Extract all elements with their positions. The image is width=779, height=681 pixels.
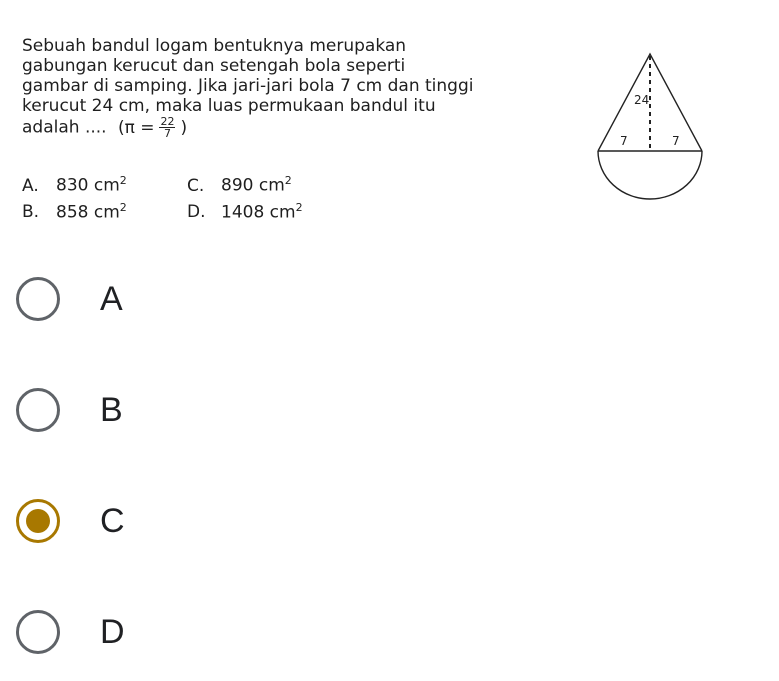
radius-label-left: 7 [620, 134, 628, 148]
question-line: gambar di samping. Jika jari-jari bola 7 cm dan tinggi [22, 76, 474, 96]
option-text-a: A. 830 $cm^2$ [22, 174, 127, 196]
question-text [22, 36, 582, 139]
question-line: Sebuah bandul logam bentuknya merupakan [22, 36, 407, 56]
question-line: gabungan kerucut dan setengah bola seperti [22, 56, 406, 76]
option-text-b: B. 858 $cm^2$ [22, 200, 127, 223]
radio-d[interactable] [16, 610, 60, 654]
choice-a[interactable] [12, 264, 312, 334]
question-line: kerucut 24 cm, maka luas permukaan bandul itu [22, 96, 436, 116]
choice-c[interactable] [12, 486, 312, 556]
radio-selected-dot [26, 509, 50, 533]
radio-c[interactable] [16, 499, 60, 543]
pi-close: ) [180, 117, 188, 138]
choice-b[interactable] [12, 375, 312, 445]
option-text-c: C. 890 $cm^2$ [187, 174, 292, 196]
choice-d-label: D [100, 612, 125, 651]
pi-expression [118, 116, 187, 139]
question-line [22, 116, 582, 139]
answer-options-text [22, 170, 352, 223]
choice-b-label: B [100, 390, 123, 429]
question-last-line: adalah .... [22, 117, 107, 138]
hemisphere-outline [598, 151, 702, 199]
radius-label-right: 7 [672, 134, 680, 148]
pi-fraction [159, 116, 175, 139]
choice-d[interactable] [12, 597, 312, 667]
radio-a[interactable] [16, 277, 60, 321]
option-text-d: D. 1408 $cm^2$ [187, 200, 303, 223]
pi-numerator: 22 [160, 115, 175, 128]
radio-b[interactable] [16, 388, 60, 432]
pendulum-figure [596, 52, 708, 200]
choice-c-label: C [100, 501, 125, 540]
height-label: 24 [634, 93, 650, 107]
pi-open: (π = [117, 117, 155, 138]
choice-a-label: A [100, 279, 123, 318]
pi-denominator: 7 [163, 127, 171, 140]
